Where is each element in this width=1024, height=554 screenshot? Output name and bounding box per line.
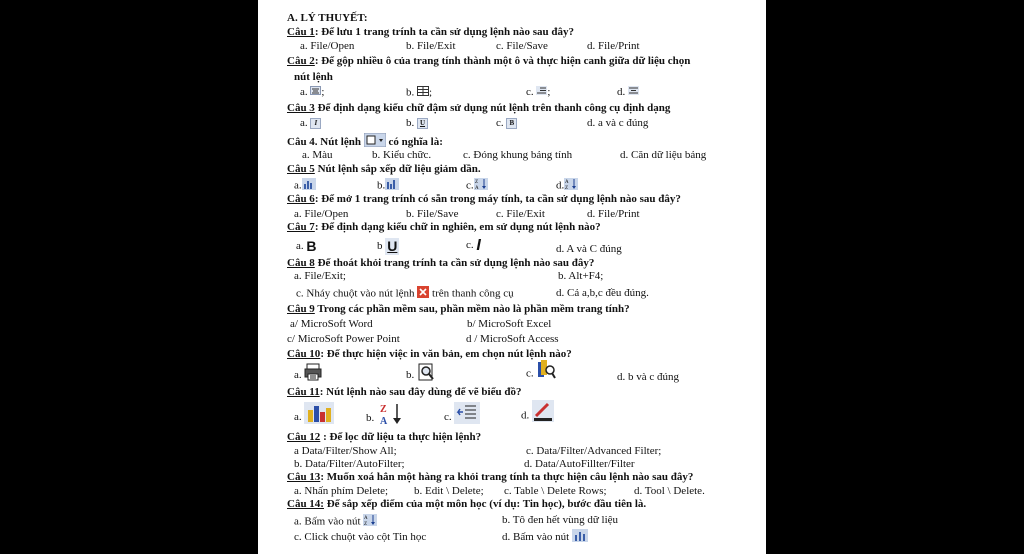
research-icon <box>536 360 556 388</box>
merge-cells-icon <box>417 86 429 100</box>
indent-icon <box>536 86 547 99</box>
q11-option-a: a. <box>294 402 334 433</box>
question-3: Câu 3 Để định dạng kiểu chữ đậm sử dụng nút lệnh trên thanh công cụ định dạng <box>287 102 671 114</box>
svg-text:A: A <box>565 180 569 185</box>
q10-option-c: c. <box>526 360 556 388</box>
q5-option-c: c. Z A <box>466 178 488 194</box>
q5-option-a: a. <box>294 178 316 194</box>
q4-option-d: d. Căn dữ liệu bảng <box>620 149 707 161</box>
q9-option-b: b/ MicroSoft Excel <box>467 318 552 330</box>
q3-option-b: b. U <box>406 117 428 130</box>
q2-option-c: c. ; <box>526 86 551 99</box>
question-2: Câu 2: Để gộp nhiều ô của trang tính thành một ô và thực hiện canh giữa dữ liệu chọn <box>287 55 691 67</box>
q1-option-d: d. File/Print <box>587 40 640 52</box>
question-12: Câu 12 : Để lọc dữ liệu ta thực hiện lệnh? <box>287 431 482 443</box>
q14-option-a: a. Bấm vào nút A Z <box>294 514 377 530</box>
q11-option-c: c. <box>444 402 480 433</box>
question-11: Câu 11: Nút lệnh nào sau đây dùng để vẽ biểu đồ? <box>287 386 522 398</box>
q10-option-a: a. <box>294 363 322 388</box>
q9-option-a: a/ MicroSoft Word <box>290 318 373 330</box>
q4-option-c: c. Đóng khung bảng tính <box>463 149 573 161</box>
sort-descending-icon <box>474 178 488 194</box>
svg-text:Z: Z <box>364 522 368 526</box>
q9-option-c: c/ MicroSoft Power Point <box>287 333 400 345</box>
q4-option-a: a. Màu <box>302 149 333 161</box>
decrease-indent-icon <box>454 402 480 433</box>
italic-icon: I <box>476 237 481 254</box>
chart-wizard-icon <box>572 529 588 546</box>
sort-ascending-icon <box>564 178 578 194</box>
underline-icon: U <box>417 118 428 129</box>
q13-option-a: a. Nhấn phím Delete; <box>294 485 389 497</box>
section-heading: A. LÝ THUYẾT: <box>287 12 368 24</box>
merge-center-icon <box>310 86 321 99</box>
question-1: Câu 1: Để lưu 1 trang trính ta cần sử dụng lệnh nào sau đây? <box>287 26 575 38</box>
question-4: Câu 4. Nút lệnh có nghĩa là: <box>287 133 443 152</box>
q2-option-b: b. ; <box>406 86 433 99</box>
question-13: Câu 13: Muốn xoá hẳn một hàng ra khỏi trang tính ta thực hiện câu lệnh nào sau đây? <box>287 471 694 483</box>
q14-option-c: c. Click chuột vào cột Tin học <box>294 531 427 543</box>
q8-option-a: a. File/Exit; <box>294 270 346 282</box>
q10-option-d: d. b và c đúng <box>617 371 680 383</box>
q13-option-d: d. Tool \ Delete. <box>634 485 705 497</box>
bold-icon: B <box>306 238 317 254</box>
q1-option-a: a. File/Open <box>300 40 355 52</box>
svg-text:A: A <box>380 416 388 426</box>
chart-wizard-icon-alt <box>385 178 399 194</box>
q12-option-b: b. Data/Filter/AutoFilter; <box>294 458 405 470</box>
question-2-cont: nút lệnh <box>294 71 333 83</box>
drawing-icon <box>532 400 554 432</box>
worksheet-page <box>258 0 766 554</box>
question-10: Câu 10: Để thực hiện việc in văn bản, em chọn nút lệnh nào? <box>287 348 572 360</box>
q8-option-d: d. Cả a,b,c đều đúng. <box>556 287 649 299</box>
q6-option-d: d. File/Print <box>587 208 640 220</box>
q6-option-a: a. File/Open <box>294 208 349 220</box>
chart-wizard-icon <box>302 178 316 194</box>
underline-icon: U <box>387 238 398 254</box>
sort-ascending-icon <box>363 514 377 530</box>
q7-option-d: d. A và C đúng <box>556 243 622 255</box>
svg-text:Z: Z <box>380 404 387 415</box>
print-preview-icon <box>417 363 435 388</box>
q2-option-a: a. ; <box>300 86 325 99</box>
q5-option-d: d. A Z <box>556 178 578 194</box>
question-5: Câu 5 Nút lệnh sắp xếp dữ liệu giảm dần. <box>287 163 481 175</box>
svg-text:Z: Z <box>565 186 569 190</box>
q10-option-b: b. <box>406 363 435 388</box>
print-icon <box>304 363 322 388</box>
q3-option-a: a. I <box>300 117 321 130</box>
q7-option-b: b U <box>377 238 398 254</box>
q13-option-c: c. Table \ Delete Rows; <box>504 485 607 497</box>
close-icon <box>417 286 429 302</box>
q8-option-c: c. Nháy chuột vào nút lệnh trên thanh công cụ <box>296 286 514 302</box>
q12-option-c: c. Data/Filter/Advanced Filter; <box>526 445 662 457</box>
svg-text:A: A <box>474 186 479 190</box>
svg-text:Z: Z <box>474 180 478 185</box>
svg-text:A: A <box>364 516 368 521</box>
question-9: Câu 9 Trong các phần mềm sau, phần mềm nào là phần mềm trang tính? <box>287 303 630 315</box>
q1-option-c: c. File/Save <box>496 40 548 52</box>
q6-option-c: c. File/Exit <box>496 208 545 220</box>
question-7: Câu 7: Để định dạng kiểu chữ in nghiên, em sử dụng nút lệnh nào? <box>287 221 601 233</box>
question-8: Câu 8 Để thoát khỏi trang trính ta cần sử dụng lệnh nào sau đây? <box>287 257 595 269</box>
q3-option-c: c. B <box>496 117 517 130</box>
q12-option-a: a Data/Filter/Show All; <box>294 445 397 457</box>
chart-wizard-icon <box>304 402 334 433</box>
q3-option-d: d. a và c đúng <box>587 117 649 129</box>
q8-option-b: b. Alt+F4; <box>558 270 604 282</box>
q12-option-d: d. Data/AutoFillter/Filter <box>524 458 635 470</box>
question-14: Câu 14: Để sắp xếp điểm của một môn học (ví dụ: Tin học), bước đầu tiên là. <box>287 498 647 510</box>
q14-option-d: d. Bấm vào nút <box>502 529 588 546</box>
q11-option-d: d. <box>521 400 554 432</box>
q7-option-c: c. I <box>466 237 481 254</box>
q1-option-b: b. File/Exit <box>406 40 456 52</box>
question-6: Câu 6: Để mở 1 trang trính có sẵn trong máy tính, ta cần sử dụng lệnh nào sau đây? <box>287 193 681 205</box>
q2-option-d: d. <box>617 86 639 99</box>
q9-option-d: d / MicroSoft Access <box>466 333 559 345</box>
merge-center-icon-alt <box>628 86 639 99</box>
italic-icon: I <box>310 118 321 129</box>
q5-option-b: b. <box>377 178 399 194</box>
q14-option-b: b. Tô đen hết vùng dữ liệu <box>502 514 619 526</box>
q4-option-b: b. Kiểu chữc. <box>372 149 432 161</box>
q13-option-b: b. Edit \ Delete; <box>414 485 484 497</box>
q6-option-b: b. File/Save <box>406 208 459 220</box>
q7-option-a: a. B <box>296 238 317 254</box>
bold-icon: B <box>506 118 517 129</box>
q11-option-b: b. Z A <box>366 402 405 435</box>
